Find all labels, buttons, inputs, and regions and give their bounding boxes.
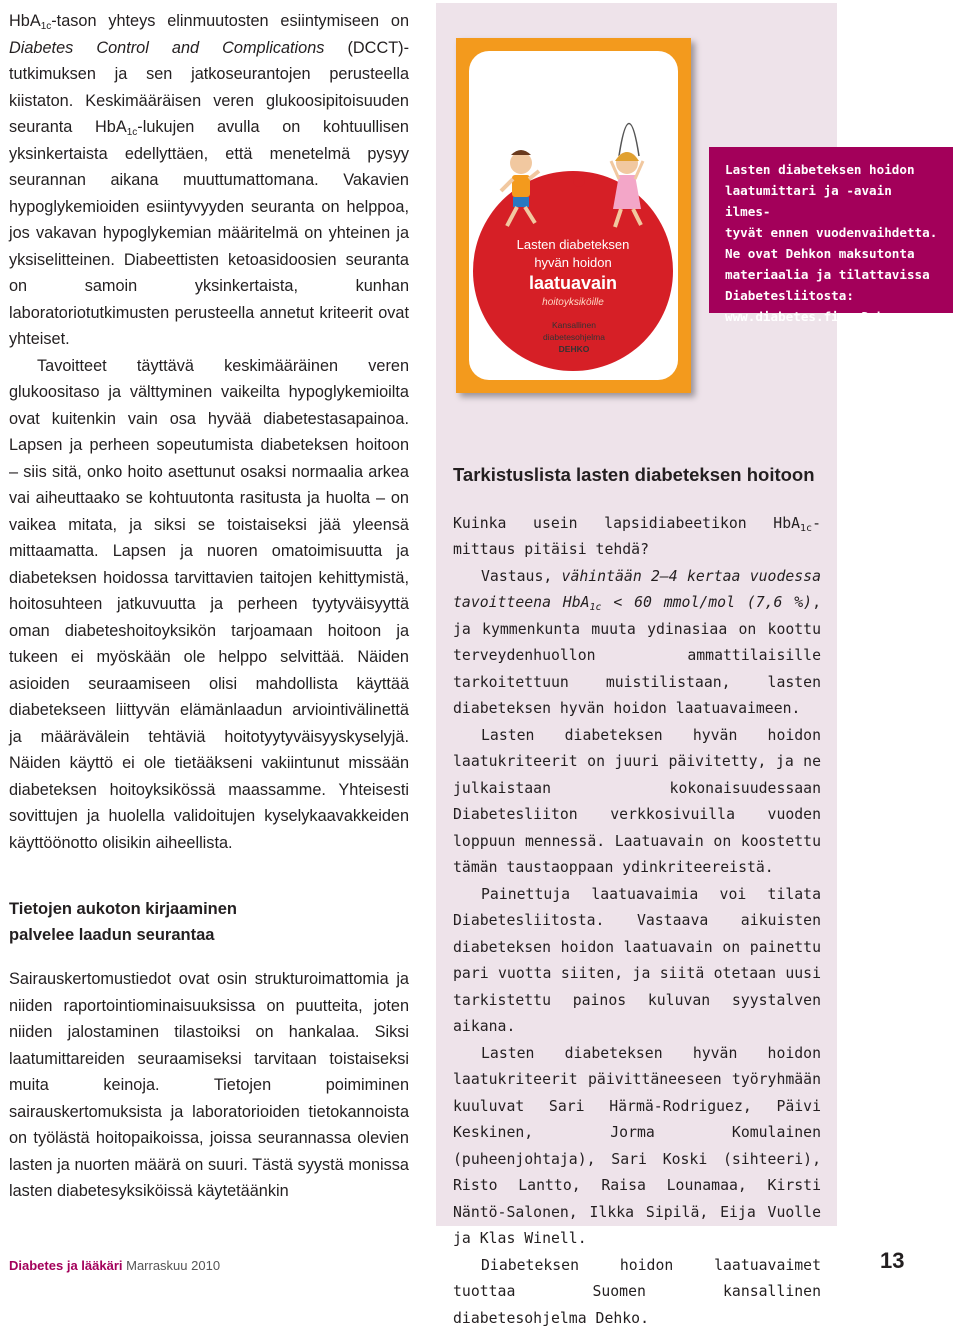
question: Kuinka usein lapsidiabeetikon HbA$_{1c}$-mittaus pitäisi tehdä?	[453, 511, 821, 564]
cover-title: Lasten diabeteksen hyvän hoidon laatuavain hoitoyksiköille	[493, 236, 653, 312]
issue-date: Marraskuu 2010	[126, 1258, 220, 1273]
boy-figure	[510, 152, 532, 174]
left-column	[9, 8, 409, 1205]
sidebar-paragraph-4: Lasten diabeteksen hyvän hoidon laatukriteerit päivittäneeseen työryhmään kuuluvat Sari Härmä-Rodriguez, Päivi Keskinen, Jorma Komulainen (puheenjohtaja), Sari Koski (sihteeri), Risto Lantto, Raisa Lounamaa, Kirsti Näntö-Salonen, Ilkka Sipilä, Eija Vuolle ja Klas Winell.	[453, 1041, 821, 1253]
info-box: Lasten diabeteksen hoidon laatumittari ja -avain ilmes- tyvät ennen vuodenvaihdetta. Ne ovat Dehkon maksutonta materiaalia ja tilattavissa Diabetesliitosta: www.diabetes.fi > D-kauppa.	[709, 147, 953, 313]
sidebar-title: Tarkistuslista lasten diabeteksen hoitoon	[453, 462, 821, 489]
booklet-cover	[456, 38, 691, 393]
cover-publisher: Kansallinen diabetesohjelma DEHKO	[519, 319, 629, 355]
sidebar-paragraph-2: Lasten diabeteksen hyvän hoidon laatukriteerit on juuri päivitetty, ja ne julkaistaan kokonaisuudessaan Diabetesliiton verkkosivuilla vuoden loppuun mennessä. Laatuavain on koostettu tämän taustaoppaan ydinkriteereistä.	[453, 723, 821, 882]
cover-inner	[469, 51, 678, 380]
sidebar-paragraph-3: Painettuja laatuavaimia voi tilata Diabetesliitosta. Vastaava aikuisten diabeteksen hoidon laatuavain on painettu pari vuotta siiten, ja siitä otetaan uusi tarkistettu painos kuluvan syystalven aikana.	[453, 882, 821, 1041]
paragraph-3: Sairauskertomustiedot ovat osin strukturoimattomia ja niiden raportointiominaisuuksissa on puutteita, joten niiden jalostaminen tilastoiksi on hankalaa. Siksi laatumittareiden seuraamiseksi tarvitaan toistaiseksi muita keinoja. Tietojen poimiminen sairauskertomuksista ja laboratorioiden tietokannoista on työlästä hoitopaikoissa, joissa seurannassa olevien lasten ja nuorten määrä on suuri. Tästä syystä monissa lasten diabetesyksiköissä käytetäänkin	[9, 966, 409, 1205]
right-column	[453, 462, 821, 1332]
page-number: 13	[880, 1248, 904, 1274]
journal-name-2: ja lääkäri	[67, 1258, 123, 1273]
sidebar-paragraph-5: Diabeteksen hoidon laatuavaimet tuottaa Suomen kansallinen diabetesohjelma Dehko.	[453, 1253, 821, 1332]
section-heading: Tietojen aukoton kirjaaminen palvelee laadun seurantaa	[9, 896, 409, 948]
ball-icon	[573, 175, 585, 187]
journal-name: Diabetes	[9, 1258, 63, 1273]
paragraph-1: HbA$_{1c}$-tason yhteys elinmuutosten esiintymiseen on Diabetes Control and Complications (DCCT)-tutkimuksen ja sen jatkoseurantojen perusteella kiistaton. Keskimääräisen veren glukoosipitoisuuden seuranta HbA$_{1c}$-lukujen avulla on kohtuullisen yksinkertaista edellyttäen, että menetelmä pysyy seurannan aikana muuttumattomana. Vakavien hypoglykemioiden esiintyvyyden seuranta on helppoa, jos vakavan hypoglykemian määritelmä on yhteinen ja yksiselitteinen. Diabeettisten ketoasidoosien seuranta on samoin yksinkertaista, kunhan laboratoriotutkimusten perusteella annetut kriteerit ovat yhteiset.	[9, 8, 409, 353]
paragraph-2: Tavoitteet täyttävä keskimääräinen veren glukoositaso ja välttyminen vaikeilta hypoglykemioilta ovat kuitenkin vain osa hyvää diabetestasapainoa. Lapsen ja perheen sopeutumista diabeteksen hoitoon – siis sitä, onko hoito asettunut osaksi normaalia arkea vai aiheuttaako se kohtuutonta rasitusta ja huolta – on vaikea mitata, ja siksi se toistaiseksi jää yleensä mittaamatta. Lapsen ja nuoren omatoimisuutta ja diabeteksen hoidossa tarvittavien taitojen kehittymistä, hoitosuhteen jatkuvuutta ja perheen tyytyväisyyttä oman diabeteshoitoyksikön tarjoamaan hoitoon ja tukeen ei myöskään ole helppo selvittää. Näiden asioiden seuraamiseen olisi mahdollista käyttää diabetekseen liittyvän elämänlaadun arviointivälinettä ja määrävälein tehtäviä hoitotyytyväisyyskyselyjä. Näiden käyttö ei ole tietääkseni vakiintunut missään diabeteksen hoitoyksikössä maassamme. Yhteisesti sovittujen ja huolella validoitujen kyselykaavakkeiden käyttöönotto olisikin aiheellista.	[9, 353, 409, 857]
page-footer	[9, 1258, 220, 1273]
answer: Vastaus, vähintään 2–4 kertaa vuodessa tavoitteena HbA$_{1c}$ < 60 mmol/mol (7,6 %), ja kymmenkunta muuta ydinasiaa on koottu terveydenhuollon ammattilaisille tarkoitettuun muistilistaan, lasten diabeteksen hyvän hoidon laatuavaimeen.	[453, 564, 821, 723]
